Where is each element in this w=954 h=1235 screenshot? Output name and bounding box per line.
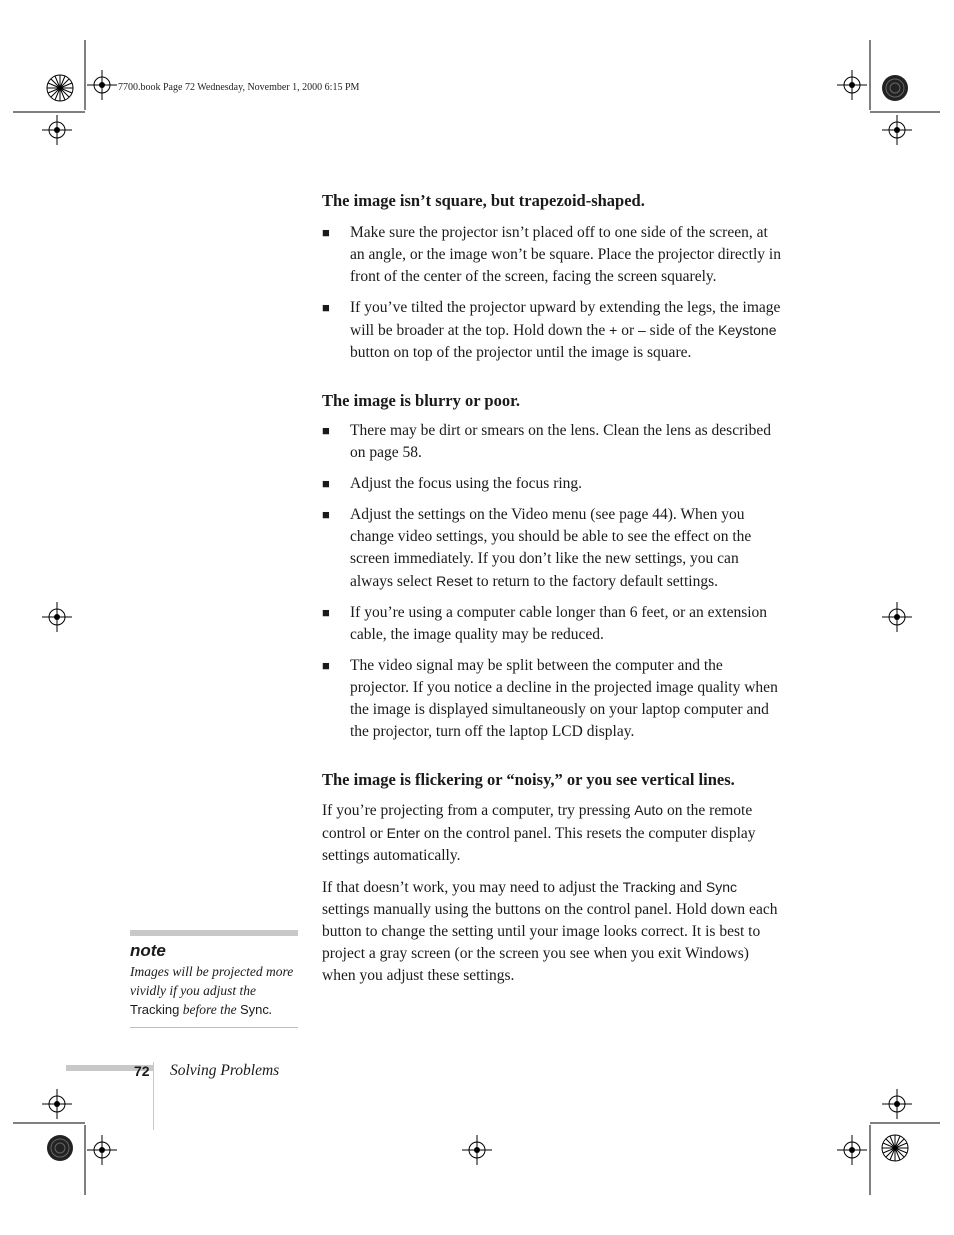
bullet-item: ■ If you’re using a computer cable longer than 6 feet, or an extension cable, the image quality may be reduced. (322, 604, 768, 643)
starburst-mark-icon (46, 74, 74, 102)
registration-target-icon (87, 70, 117, 100)
bullet-square-icon: ■ (322, 658, 330, 673)
paragraph: If you’re projecting from a computer, try pressing Auto on the remote control or Enter on the control panel. This resets the computer display settings automatically. (322, 802, 756, 864)
reset-key: Reset (436, 573, 473, 589)
tracking-key: Tracking (622, 879, 676, 895)
registration-target-icon (837, 70, 867, 100)
bullet-item: ■ If you’ve tilted the projector upward by extending the legs, the image will be broader at the top. Hold down the + or – side of the Keystone button on top of the projector until the image is square. (322, 299, 781, 361)
registration-target-icon (42, 115, 72, 145)
bullet-item: ■ Adjust the focus using the focus ring. (322, 473, 784, 495)
note-top-bar (130, 930, 298, 936)
keystone-key: Keystone (718, 322, 777, 338)
minus-key: – (638, 322, 646, 338)
registration-target-icon (42, 602, 72, 632)
bullet-item: ■ Make sure the projector isn’t placed off to one side of the screen, at an angle, or the image won’t be square. Place the projector directly in front of the center of the screen, facing the screen squarely. (322, 224, 781, 285)
paragraph: If that doesn’t work, you may need to adjust the Tracking and Sync settings manually using the buttons on the control panel. Hold down each button to change the setting until your image looks correct. It is best to project a gray screen (or the screen you see when you exit Windows) when you adjust these settings. (322, 879, 778, 984)
registration-target-icon (882, 1089, 912, 1119)
bullet-square-icon: ■ (322, 476, 330, 491)
registration-target-icon (462, 1135, 492, 1165)
bullet-square-icon: ■ (322, 225, 330, 240)
registration-target-icon (87, 1135, 117, 1165)
enter-key: Enter (386, 825, 421, 841)
heading-trapezoid: The image isn’t square, but trapezoid-shaped. (322, 191, 645, 210)
dark-circle-mark-icon (46, 1134, 74, 1162)
bullet-item: ■ Adjust the settings on the Video menu (see page 44). When you change video settings, you should be able to see the effect on the screen immediately. If you don’t like the new settings, you can always select Reset to return to the factory default settings. (322, 506, 752, 590)
bullet-square-icon: ■ (322, 300, 330, 315)
dark-circle-mark-icon (881, 74, 909, 102)
starburst-mark-icon (881, 1134, 909, 1162)
page-number: 72 (134, 1063, 150, 1079)
bullet-square-icon: ■ (322, 605, 330, 620)
heading-blurry: The image is blurry or poor. (322, 391, 521, 410)
registration-target-icon (882, 602, 912, 632)
main-column (322, 190, 784, 987)
footer-divider (153, 1062, 154, 1130)
plus-key: + (609, 322, 618, 338)
registration-target-icon (837, 1135, 867, 1165)
bullet-square-icon: ■ (322, 507, 330, 522)
note-title: note (130, 941, 166, 960)
note-body: Images will be projected more vividly if you adjust the Tracking before the Sync. (130, 964, 294, 1017)
bullet-square-icon: ■ (322, 423, 330, 438)
side-note (130, 930, 298, 1028)
registration-target-icon (882, 115, 912, 145)
sync-key: Sync (705, 879, 738, 895)
note-bottom-rule (130, 1027, 298, 1028)
auto-key: Auto (634, 802, 664, 818)
bullet-item: ■ There may be dirt or smears on the lens. Clean the lens as described on page 58. (322, 422, 771, 461)
print-slug: 7700.book Page 72 Wednesday, November 1, 2000 6:15 PM (118, 82, 360, 93)
section-name: Solving Problems (170, 1062, 280, 1079)
registration-target-icon (42, 1089, 72, 1119)
heading-flicker: The image is flickering or “noisy,” or you see vertical lines. (322, 770, 735, 789)
bullet-item: ■ The video signal may be split between the computer and the projector. If you notice a decline in the projected image quality when the image is displayed simultaneously on your laptop computer and the projector, turn off the laptop LCD display. (322, 657, 778, 740)
